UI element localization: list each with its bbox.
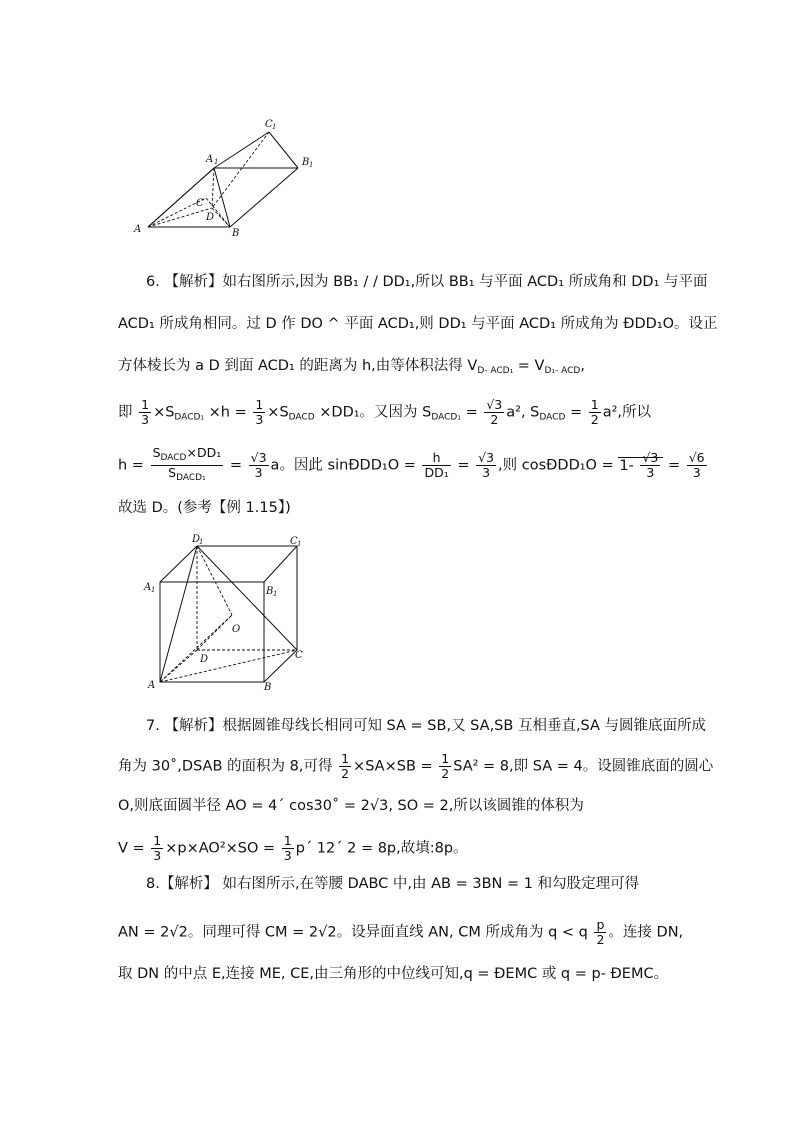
label-B1-sub: 1 — [309, 161, 314, 169]
cube-label-D1-sub: 1 — [199, 538, 204, 546]
cube-label-B1-sub: 1 — [273, 590, 278, 598]
label-C1: C — [265, 119, 273, 130]
p7-line2: 角为 30˚,DSAB 的面积为 8,可得 $\frac{1}{2}$ ×SA×SB = $\frac{1}{2}$ SA² = 8,即 SA = 4。设圆锥底面的圆心 — [118, 751, 714, 781]
p7-line4: V = $\frac{1}{3}$ ×p×AO²×SO = $\frac{1}{3}$ p´ 12´ 2 = 8p,故填:8p。 — [118, 833, 468, 863]
cube-label-O: O — [232, 624, 241, 635]
cube-label-A1-sub: 1 — [151, 586, 156, 594]
label-C: C — [196, 198, 204, 209]
p6-line3: 方体棱长为 a D 到面 ACD₁ 的距离为 h,由等体积法得 $V_{D- ACD_1} = V_{D_1- ACD}$, — [118, 358, 585, 376]
cube-label-C: C — [295, 650, 303, 661]
p6-line1: 6. 【解析】如右图所示,因为 BB₁ / / DD₁,所以 BB₁ 与平面 ACD₁ 所成角和 DD₁ 与平面 — [146, 274, 708, 290]
prism-figure — [126, 110, 336, 250]
p8-line3: 取 DN 的中点 E,连接 ME, CE,由三角形的中位线可知,q = ÐEMC 或 q = p- ÐEMC。 — [118, 966, 669, 982]
p7-line3: O,则底面圆半径 AO = 4´ cos30˚ = 2√3, SO = 2,所以该圆锥的体积为 — [118, 798, 584, 814]
label-A1-sub: 1 — [214, 158, 219, 166]
cube-label-D: D — [200, 654, 209, 665]
cube-label-A1: A — [144, 582, 152, 593]
label-A1: A — [206, 154, 214, 165]
cube-label-B: B — [264, 682, 272, 693]
p6-line6: 故选 D。(参考【例 1.15】) — [118, 500, 291, 516]
label-D: D — [206, 212, 215, 223]
cube-label-B1: B — [266, 586, 274, 597]
cube-label-C1-sub: 1 — [297, 540, 302, 548]
p7-line1: 7. 【解析】根据圆锥母线长相同可知 SA = SB,又 SA,SB 互相垂直,SA 与圆锥底面所成 — [146, 718, 707, 734]
cube-label-C1: C — [290, 536, 298, 547]
p6-line2: ACD₁ 所成角相同。过 D 作 DO ^ 平面 ACD₁,则 DD₁ 与平面 ACD₁ 所成角为 ÐDD₁O。设正 — [118, 316, 718, 332]
cube-figure — [140, 532, 320, 697]
p8-line2: AN = 2√2。同理可得 CM = 2√2。设异面直线 AN, CM 所成角为 q < q $\frac{p}{2}$ 。连接 DN, — [118, 917, 684, 947]
p8-line1: 8.【解析】 如右图所示,在等腰 DABC 中,由 AB = 3BN = 1 和勾股定理可得 — [146, 876, 640, 892]
label-A: A — [134, 224, 142, 235]
cube-label-D1: D — [192, 534, 201, 545]
label-C1-sub: 1 — [272, 123, 277, 131]
label-B1: B — [302, 157, 310, 168]
p6-line4: 即 $\frac{1}{3}$ $\times S_{DACD_1} \times h$ = $\frac{1}{3}$ $\times S_{DACD} \times DD_1$。又因为 $S_{DACD_1}$ = $\frac{√3}{2}$ a², $S_{DACD}$ = $\frac{1}{2}$ a²,所以 — [118, 397, 652, 427]
cube-label-A: A — [148, 680, 156, 691]
label-B: B — [232, 228, 240, 239]
p6-line5: h = $\frac{S_{DACD}\times DD_1}{S_{DACD_1}}$ = $\frac{√3}{3}$ a。因此 sinÐDD₁O = $\frac{h}{\text{DD₁}}$ = $\frac{√3}{3}$ ,则 cosÐDD₁O = 1- $\frac{√3}{3}$ = $\frac{√6}{3}$ — [118, 445, 705, 483]
